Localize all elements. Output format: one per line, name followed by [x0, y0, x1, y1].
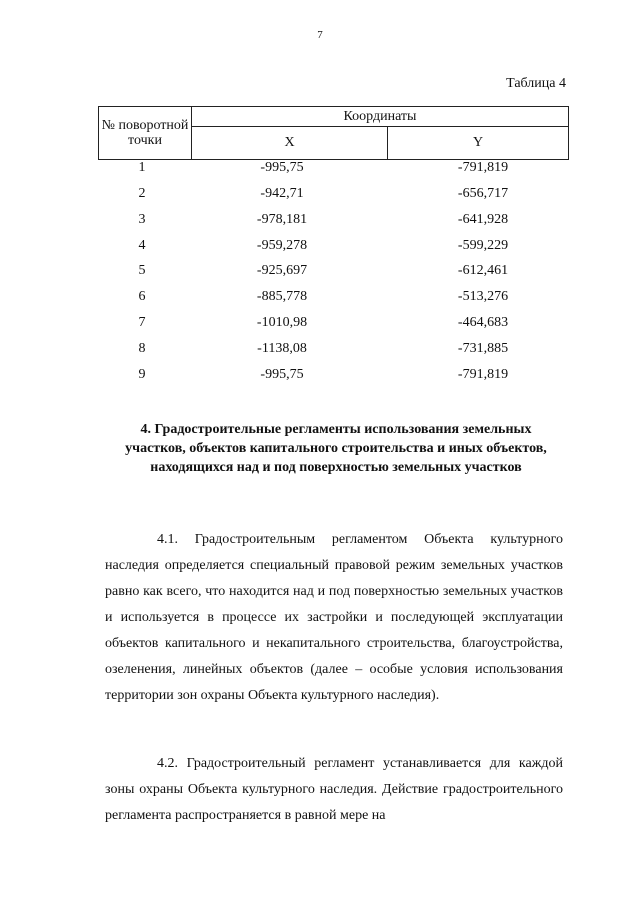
table-caption: Таблица 4 — [506, 76, 566, 91]
y-header: Y — [388, 127, 569, 160]
table-row — [99, 160, 569, 187]
table-row — [99, 238, 569, 264]
x-value: -959,278 — [256, 237, 308, 253]
x-value: -885,778 — [256, 289, 308, 305]
x-value: -995,75 — [260, 366, 304, 382]
coordinates-header: Координаты — [192, 107, 569, 127]
table-row — [99, 367, 569, 393]
y-value: -464,683 — [457, 314, 509, 330]
y-value: -612,461 — [457, 263, 509, 279]
point-number: 6 — [138, 289, 146, 305]
table-row — [99, 263, 569, 289]
page-number: 7 — [317, 29, 323, 41]
table-row — [99, 289, 569, 315]
point-number: 4 — [138, 237, 146, 253]
x-value: -942,71 — [260, 186, 304, 201]
y-value: -731,885 — [457, 340, 509, 356]
y-value: -599,229 — [457, 237, 509, 253]
x-header: X — [192, 127, 388, 160]
table-row — [99, 186, 569, 212]
x-value: -1010,98 — [256, 314, 308, 330]
point-number: 8 — [138, 340, 146, 356]
x-value: -995,75 — [260, 160, 304, 175]
paragraph-4-2: 4.2. Градостроительный регламент устанавливается для каждой зоны охраны Объекта культурного наследия. Действие градостроительного регламента распространяется в равной мере на — [105, 756, 563, 823]
y-value: -791,819 — [457, 160, 509, 175]
coordinates-table — [98, 106, 569, 392]
table-row — [99, 315, 569, 341]
point-number: 7 — [138, 314, 146, 330]
point-number: 3 — [138, 211, 146, 227]
y-value: -513,276 — [457, 289, 509, 305]
point-number: 2 — [138, 186, 146, 201]
table-row — [99, 341, 569, 367]
point-number: 1 — [138, 160, 146, 175]
table-row — [99, 212, 569, 238]
section-heading: 4. Градостроительные регламенты использования земельных участков, объектов капитального строительства и иных объектов, находящихся над и под поверхностью земельных участков — [125, 422, 547, 475]
point-number: 5 — [138, 263, 146, 279]
y-value: -656,717 — [457, 186, 509, 201]
x-value: -925,697 — [256, 263, 308, 279]
turning-point-number-header: № поворотной точки — [99, 107, 192, 160]
x-value: -978,181 — [256, 211, 308, 227]
y-value: -791,819 — [457, 366, 509, 382]
point-number: 9 — [138, 366, 146, 382]
x-value: -1138,08 — [257, 340, 307, 356]
y-value: -641,928 — [457, 211, 509, 227]
paragraph-4-1: 4.1. Градостроительным регламентом Объекта культурного наследия определяется специальный правовой режим земельных участков равно как всего, что находится над и под поверхностью земельных участков и используется в процессе их застройки и последующей эксплуатации объектов капитального и некапитального строительства, благоустройства, озеленения, линейных объектов (далее – особые условия использования территории зон охраны Объекта культурного наследия). — [105, 532, 563, 703]
